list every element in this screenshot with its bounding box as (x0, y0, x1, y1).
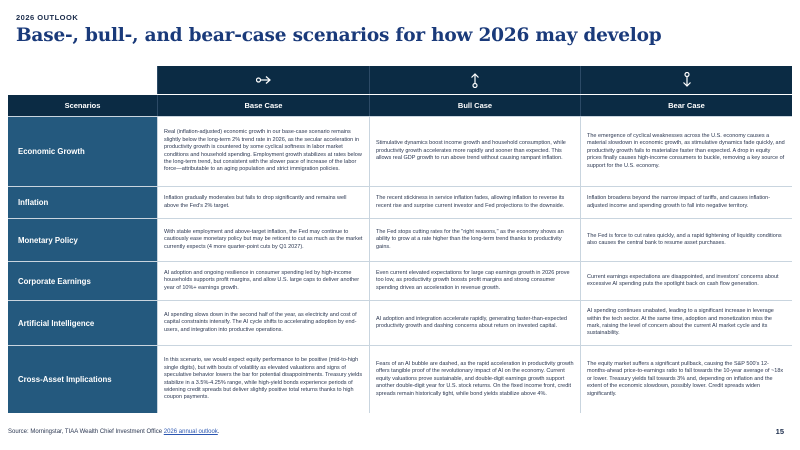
icon-row (8, 66, 792, 94)
eyebrow: 2026 OUTLOOK (16, 13, 79, 22)
source-suffix: . (217, 429, 220, 435)
source-prefix: Source: Morningstar, TIAA Wealth Chief Investment Office (8, 429, 164, 435)
bear-case-cell: AI spending continues unabated, leading to a significant increase in leverage within the tech sector. At the same time, adoption and monetization miss the mark, raising the level of concern about the current AI market cycle and its sustainability. (580, 301, 792, 345)
table-header (8, 95, 792, 116)
table-row (8, 345, 792, 413)
source-note (8, 429, 219, 435)
base-case-cell: AI spending slows down in the second half of the year, as electricity and cost of capital constraints intensify. The AI cycle shifts to accelerating adoption by end-users, and integration into productive operations. (157, 301, 369, 345)
bull-case-cell: Fears of an AI bubble are dashed, as the rapid acceleration in productivity growth offers tangible proof of the revolutionary impact of AI on the economy. Current equity valuations prove sustainable, and double-digit earnings growth support another double-digit year for U.S. stock returns. On the fixed income front, credit spreads remain historically tight, while bond yields stabilize above 4%. (369, 346, 580, 413)
row-label: Cross-Asset Implications (8, 346, 157, 413)
table-row (8, 218, 792, 261)
scenarios-table (8, 66, 792, 413)
base-case-icon-cell (157, 66, 369, 94)
bull-case-cell: Even current elevated expectations for large cap earnings growth in 2026 prove too low, as productivity growth boosts profit margins and strong consumer spending drives an acceleration in revenue growth. (369, 262, 580, 300)
bear-case-cell: Current earnings expectations are disappointed, and investors' concerns about excessive AI spending puts the spotlight back on cash flow generation. (580, 262, 792, 300)
up-arrow-icon (469, 72, 481, 88)
bear-case-cell: The Fed is force to cut rates quickly, and a rapid tightening of liquidity conditions also causes the central bank to resume asset purchases. (580, 219, 792, 261)
right-arrow-icon (256, 74, 272, 86)
header-base-case: Base Case (157, 95, 369, 116)
base-case-cell: Inflation gradually moderates but fails to drop significantly and remains well above the Fed's 2% target. (157, 187, 369, 218)
table-row (8, 261, 792, 300)
header-bear-case: Bear Case (580, 95, 792, 116)
icon-row-spacer (8, 66, 157, 94)
base-case-cell: Real (inflation-adjusted) economic growth in our base-case scenario remains slightly below the long-term 2% trend rate in 2026, as the secular acceleration in productivity growth is countered by some cyclical softness in labor market conditions and household spending. Employment growth stabilizes at rates below the long-term trend, but consistent with the slower pace of increase of the labor force—attributable to an aging population and strict immigration policies. (157, 117, 369, 186)
annual-outlook-link[interactable]: 2026 annual outlook (163, 429, 218, 435)
table-row (8, 186, 792, 218)
base-case-cell: AI adoption and ongoing resilience in consumer spending led by high-income households supports profit margins, and allow U.S. large caps to deliver another year of 10%+ earnings growth. (157, 262, 369, 300)
bear-case-icon-cell (580, 66, 792, 94)
header-scenarios: Scenarios (64, 101, 101, 110)
page-number: 15 (775, 427, 784, 436)
page-title: Base-, bull-, and bear-case scenarios for how 2026 may develop (16, 25, 662, 46)
row-label: Artificial Intelligence (8, 301, 157, 345)
bull-case-icon-cell (369, 66, 580, 94)
bear-case-cell: Inflation broadens beyond the narrow impact of tariffs, and causes inflation-adjusted income and spending growth to fall into negative territory. (580, 187, 792, 218)
bull-case-cell: Stimulative dynamics boost income growth and household consumption, while productivity growth accelerates more rapidly and sooner than expected. This allows real GDP growth to run above trend without causing rampant inflation. (369, 117, 580, 186)
row-label: Monetary Policy (8, 219, 157, 261)
row-label: Inflation (8, 187, 157, 218)
table-row (8, 116, 792, 186)
bear-case-cell: The equity market suffers a significant pullback, causing the S&P 500's 12-months-ahead price-to-earnings ratio to fall towards the 10-year average of ~18x or lower. Treasury yields fall towards 3% and, depending on inflation and the extent of the economic slowdown, possibly lower. Credit spreads widen significantly. (580, 346, 792, 413)
header-bull-case: Bull Case (369, 95, 580, 116)
bull-case-cell: AI adoption and integration accelerate rapidly, generating faster-than-expected productivity growth and dashing concerns about return on invested capital. (369, 301, 580, 345)
down-arrow-icon (681, 72, 693, 88)
base-case-cell: With stable employment and above-target inflation, the Fed may continue to cautiously ease monetary policy but may be reticent to cut as much as the market currently expects (4 more quarter-point cuts by Q1 2027). (157, 219, 369, 261)
bull-case-cell: The Fed stops cutting rates for the "right reasons," as the economy shows an ability to grow at a rate higher than the long-term trend thanks to productivity gains. (369, 219, 580, 261)
bear-case-cell: The emergence of cyclical weaknesses across the U.S. economy causes a material slowdown in economic growth, as stimulative dynamics fade quickly, and productivity growth fails to materialize faster than expected. A drop in equity prices finally causes high-income consumers to buckle, removing a key source of support for the U.S. economy. (580, 117, 792, 186)
row-label: Corporate Earnings (8, 262, 157, 300)
table-row (8, 300, 792, 345)
base-case-cell: In this scenario, we would expect equity performance to be positive (mid-to-high single digits), but with bouts of volatility as elevated valuations and signs of speculative behavior lowers the bar for potential disappointments. Treasury yields stabilize in a 3.5%-4.25% range, while high-yield bonds experience periods of widening credit spreads but deliver slightly positive total returns thanks to high coupon payments. (157, 346, 369, 413)
bull-case-cell: The recent stickiness in service inflation fades, allowing inflation to reverse its recent rise and surprise current investor and Fed projections to the downside. (369, 187, 580, 218)
row-label: Economic Growth (8, 117, 157, 186)
